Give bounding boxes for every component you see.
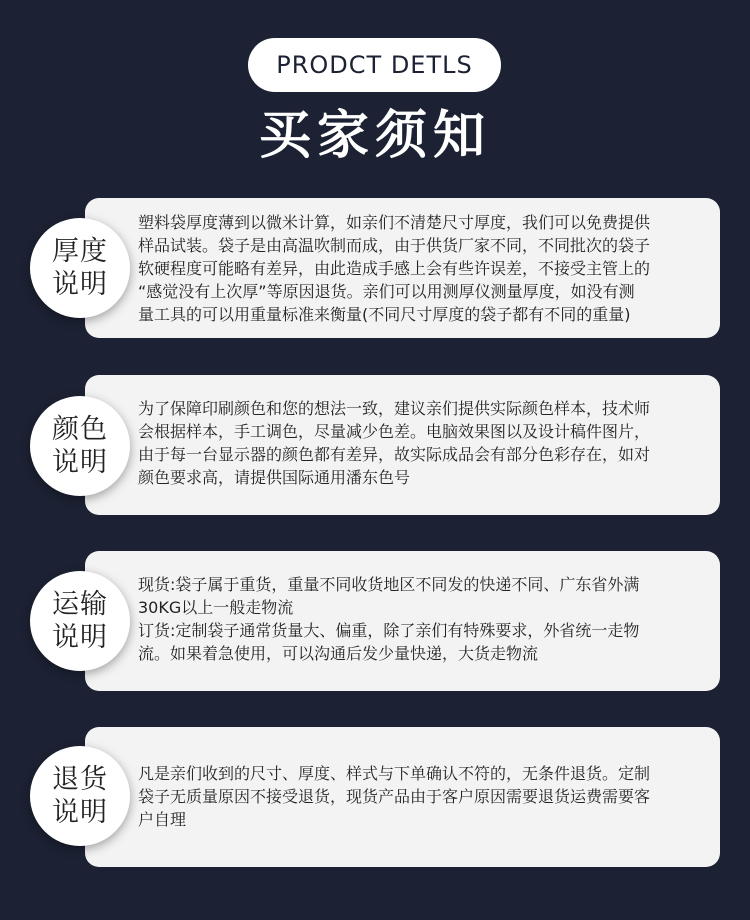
text-line: 30KG以上一般走物流 — [138, 598, 294, 617]
text-line: “感觉没有上次厚”等原因退货。亲们可以用测厚仪测量厚度，如没有测 — [138, 282, 635, 301]
text-line: 凡是亲们收到的尺寸、厚度、样式与下单确认不符的，无条件退货。定制 — [138, 764, 651, 783]
section-label-badge-shipping — [30, 571, 130, 671]
text-line: 为了保障印刷颜色和您的想法一致，建议亲们提供实际颜色样本，技术师 — [138, 399, 651, 418]
text-line: 订货:定制袋子通常货量大、偏重，除了亲们有特殊要求，外省统一走物 — [138, 621, 640, 640]
section-label-line2: 说明 — [52, 797, 108, 828]
text-line: 软硬程度可能略有差异，由此造成手感上会有些许误差，不接受主管上的 — [138, 259, 651, 278]
text-line: 会根据样本，手工调色，尽量减少色差。电脑效果图以及设计稿件图片， — [138, 422, 651, 441]
section-text-shipping — [138, 573, 708, 665]
text-line: 量工具的可以用重量标准来衡量(不同尺寸厚度的袋子都有不同的重量) — [138, 305, 631, 324]
section-label-badge-color — [30, 396, 130, 496]
page-title: 买家须知 — [258, 106, 491, 166]
header-pill-text: PRODCT DETLS — [276, 51, 473, 79]
section-text-returns — [138, 762, 708, 831]
section-label-line2: 说明 — [52, 622, 108, 653]
section-label-line1: 厚度 — [52, 236, 108, 267]
text-line: 流。如果着急使用，可以沟通后发少量快递，大货走物流 — [138, 644, 539, 663]
section-label-line2: 说明 — [52, 269, 108, 300]
section-label-line1: 退货 — [52, 764, 108, 795]
section-card-thickness — [85, 198, 720, 338]
text-line: 袋子无质量原因不接受退货，现货产品由于客户原因需要退货运费需要客 — [138, 787, 651, 806]
section-label-line1: 运输 — [52, 589, 108, 620]
section-label-badge-thickness — [30, 218, 130, 318]
section-label-line1: 颜色 — [52, 414, 108, 445]
section-text-thickness — [138, 211, 708, 326]
section-card-returns — [85, 727, 720, 867]
text-line: 由于每一台显示器的颜色都有差异，故实际成品会有部分色彩存在，如对 — [138, 445, 651, 464]
text-line: 样品试装。袋子是由高温吹制而成，由于供货厂家不同，不同批次的袋子 — [138, 236, 651, 255]
text-line: 塑料袋厚度薄到以微米计算，如亲们不清楚尺寸厚度，我们可以免费提供 — [138, 213, 651, 232]
text-line: 颜色要求高，请提供国际通用潘东色号 — [138, 468, 411, 487]
section-label-line2: 说明 — [52, 447, 108, 478]
section-card-shipping — [85, 551, 720, 691]
header-pill — [248, 38, 501, 92]
section-card-color — [85, 375, 720, 515]
section-text-color — [138, 397, 708, 489]
text-line: 现货:袋子属于重货，重量不同收货地区不同发的快递不同、广东省外满 — [138, 575, 640, 594]
section-label-badge-returns — [30, 746, 130, 846]
text-line: 户自理 — [138, 810, 187, 829]
